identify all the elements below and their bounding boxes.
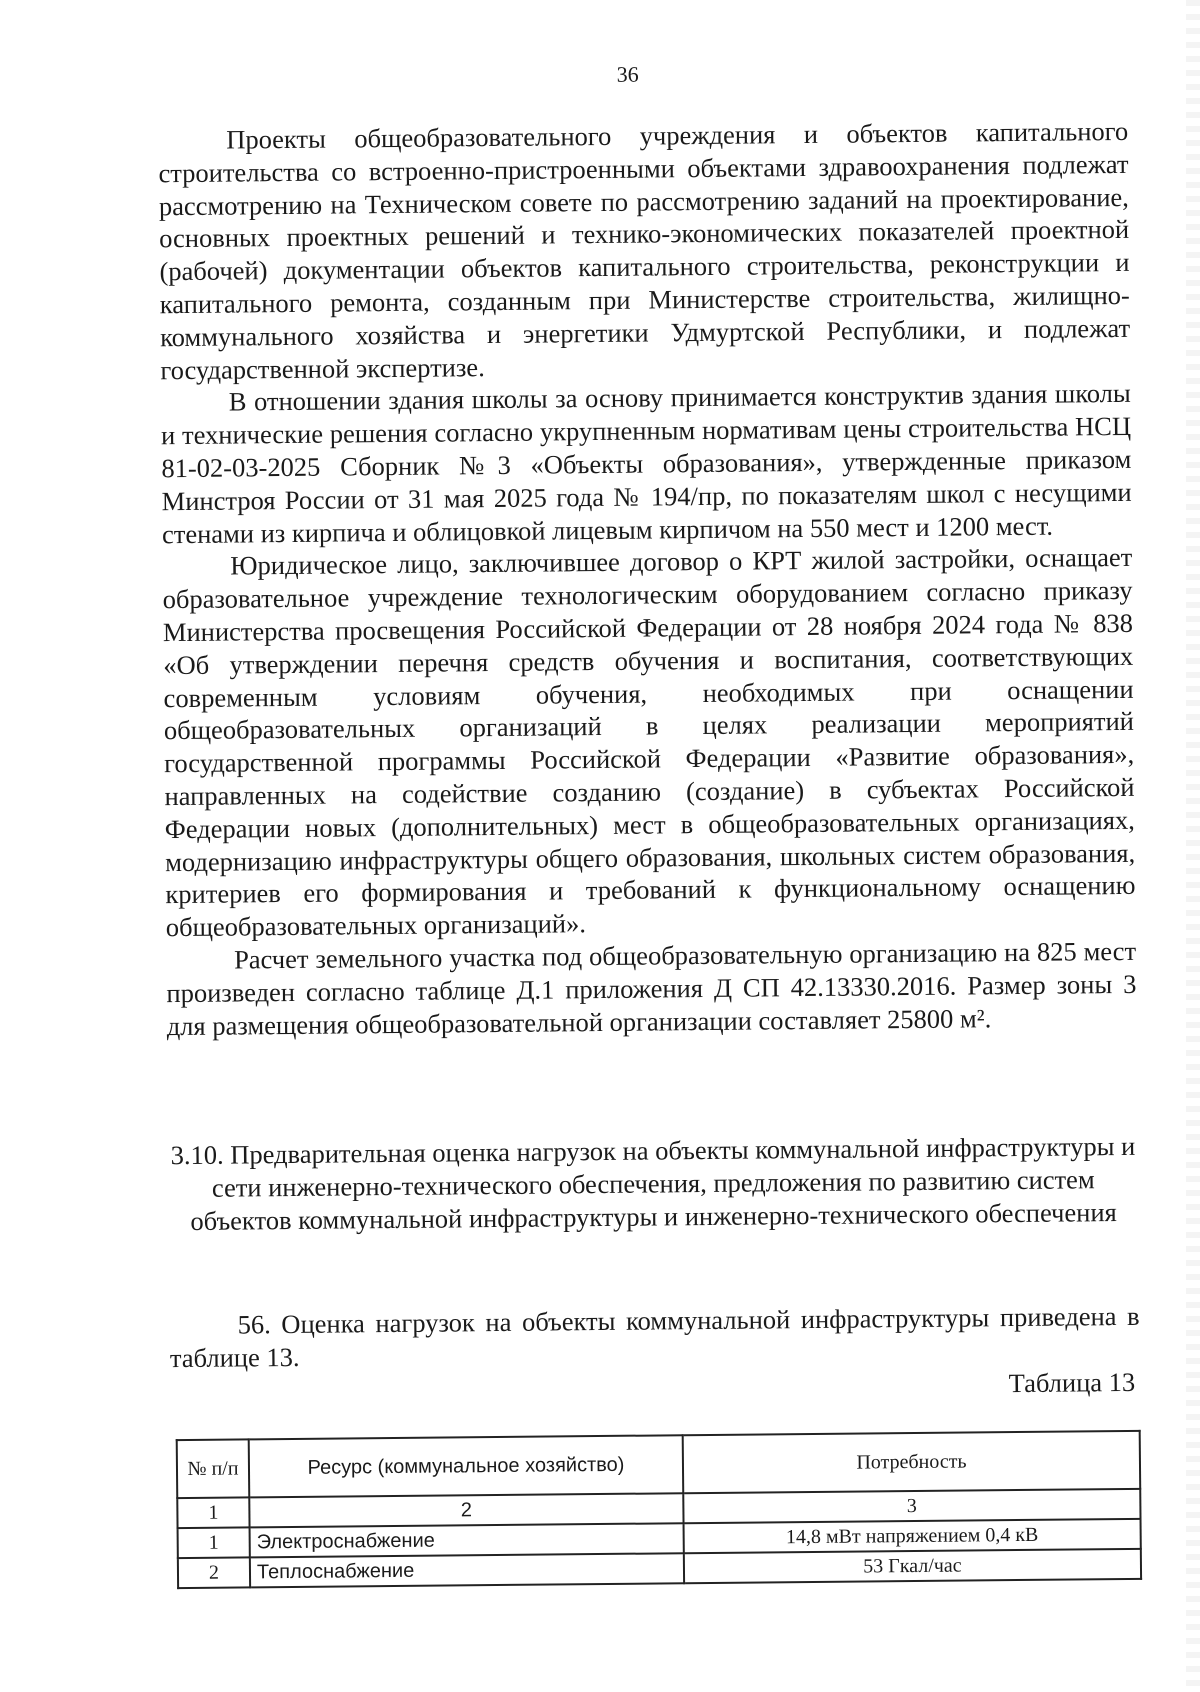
table-header-row: [177, 1431, 1141, 1498]
section-heading: 3.10. Предварительная оценка нагрузок на объекты коммунальной инфраструктуры и сети инженерно-технического обеспечения, предложения по развитию систем объектов коммунальной инфраструктуры и инженерно-технического обеспечения: [170, 1130, 1136, 1236]
row-number: 1: [178, 1527, 250, 1558]
paragraph-56: 56. Оценка нагрузок на объекты коммунальной инфраструктуры приведена в таблице 13.: [169, 1300, 1140, 1373]
paragraph: Расчет земельного участка под общеобразовательную организацию на 825 мест произведен согласно таблице Д.1 приложения Д СП 42.13330.2016. Размер зоны 3 для размещения общеобразовательной организации составляет 25800 м².: [166, 935, 1137, 1041]
row-resource: Электроснабжение: [250, 1523, 684, 1557]
paragraph: В отношении здания школы за основу принимается конструктив здания школы и технические решения согласно укрупненным нормативам цены строительства НСЦ 81-02-03-2025 Сборник №3 «Объекты образования», утвержденные приказом Минстроя России от 31 мая 2025 года № 194/пр, по показателям школ с несущими стенами из кирпича и облицовкой лицевым кирпичом на 550 мест и 1200 мест.: [160, 378, 1132, 549]
header-demand: Потребность: [683, 1431, 1141, 1493]
row-demand: 53 Гкал/час: [684, 1549, 1141, 1583]
index-cell: 1: [177, 1497, 249, 1528]
paragraph: Проекты общеобразовательного учреждения и объектов капитального строительства со встроенно-пристроенными объектами здравоохранения подлежат рассмотрению на Техническом совете по рассмотрению заданий на проектирование, основных проектных решений и технико-экономических показателей проектной (рабочей) документации объектов капитального строительства, реконструкции и капитального ремонта, созданным при Министерстве строительства, жилищно-коммунального хозяйства и энергетики Удмуртской Республики, и подлежат государственной экспертизе.: [158, 115, 1131, 385]
row-demand: 14,8 мВт напряжением 0,4 кВ: [684, 1519, 1141, 1553]
header-number: № п/п: [177, 1439, 250, 1498]
body-text: [158, 115, 1137, 1043]
header-resource: Ресурс (коммунальное хозяйство): [249, 1435, 684, 1497]
row-resource: Теплоснабжение: [250, 1553, 684, 1587]
paragraph: Юридическое лицо, заключившее договор о КРТ жилой застройки, оснащает образовательное учреждение технологическим оборудованием согласно приказу Министерства просвещения Российской Федерации от 28 ноября 2024 года № 838 «Об утверждении перечня средств обучения и воспитания, соответствующих современным условиям обучения, необходимых при оснащении общеобразовательных организаций в целях реализации мероприятий государственной программы Российской Федерации «Развитие образования», направленных на содействие созданию (создание) в субъектах Российской Федерации новых (дополнительных) мест в общеобразовательных организациях, модернизацию инфраструктуры общего образования, школьных систем образования, критериев его формирования и требований к функциональному оснащению общеобразовательных организаций».: [162, 542, 1136, 943]
scan-edge: [1186, 0, 1200, 1686]
index-cell: 2: [249, 1493, 683, 1527]
table-caption: Таблица 13: [1008, 1366, 1136, 1399]
page-number: 36: [616, 61, 639, 87]
resource-table: [176, 1430, 1142, 1589]
paragraph-56-block: [169, 1300, 1140, 1375]
row-number: 2: [178, 1557, 250, 1588]
index-cell: 3: [683, 1489, 1140, 1523]
